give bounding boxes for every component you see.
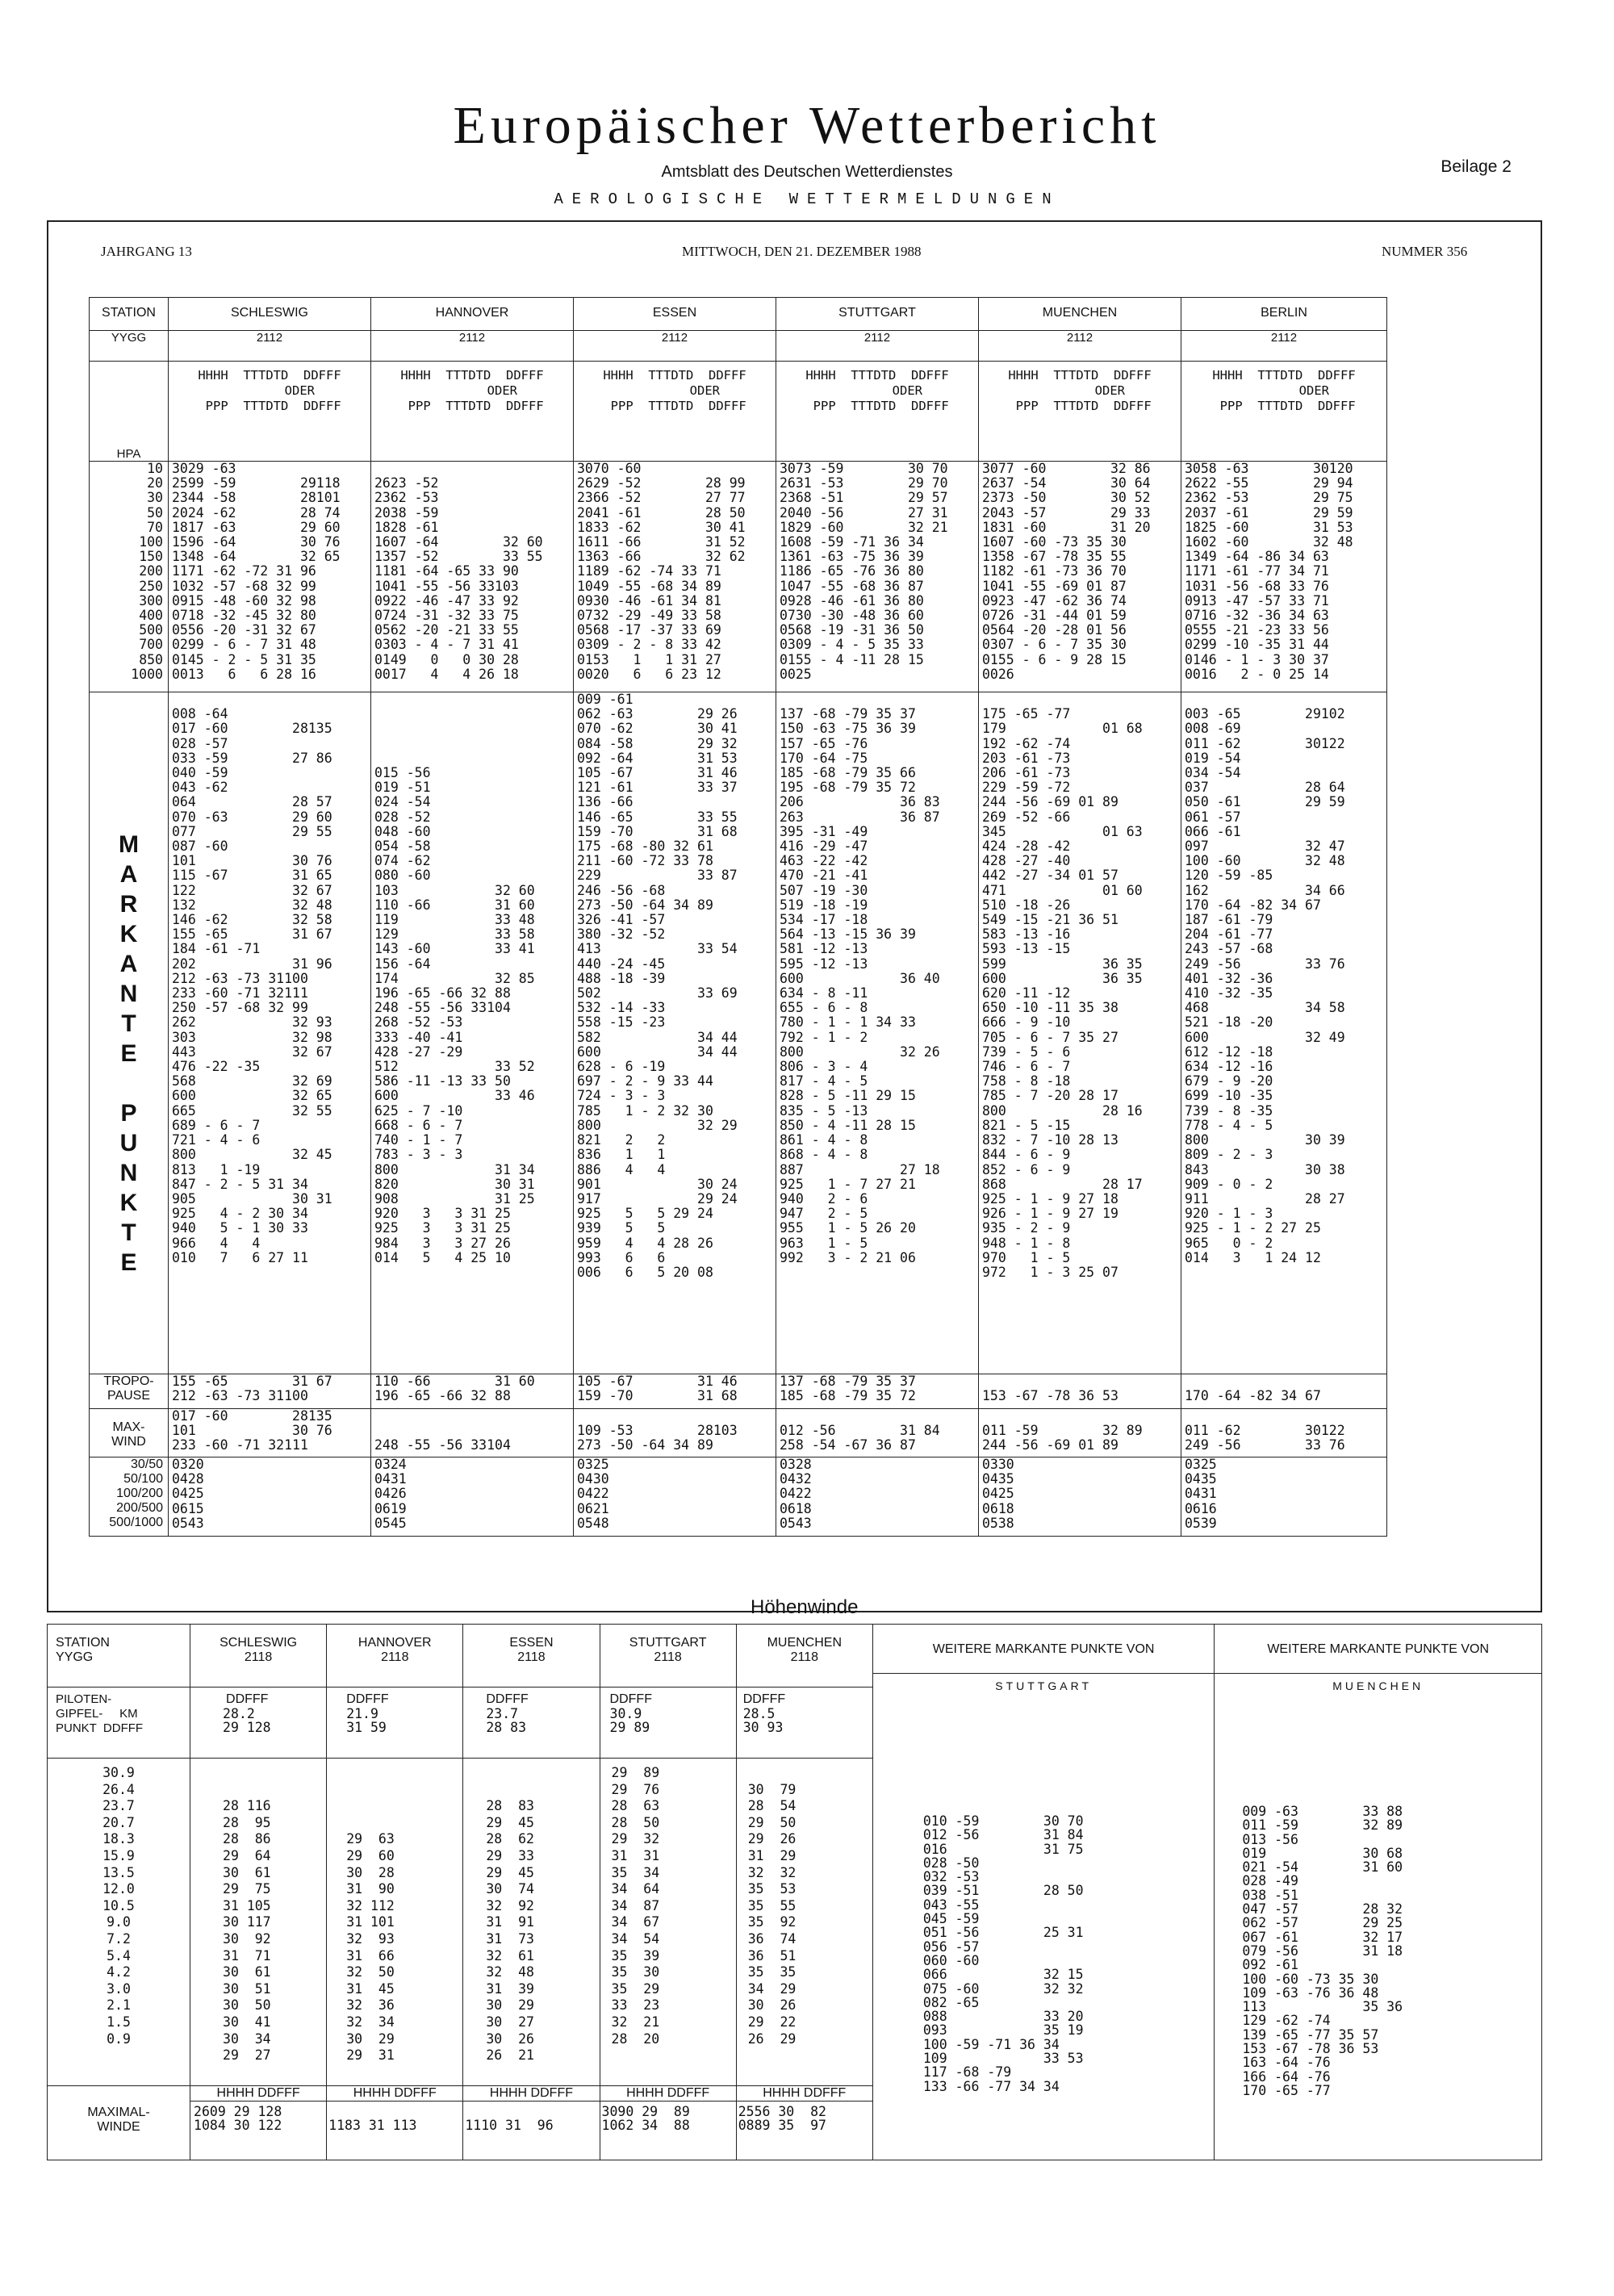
markante-letter: M	[119, 831, 139, 858]
date-label: MITTWOCH, DEN 21. DEZEMBER 1988	[682, 244, 922, 259]
maxwinde-label: MAXIMAL- WINDE	[48, 2086, 190, 2160]
maxwinde-schleswig: HHHH DDFFF 2609 29 128 1084 30 122	[190, 2086, 327, 2160]
gipfel-schleswig: DDFFF 28.2 29 128	[190, 1687, 327, 1759]
tropo-essen: 105 -67 31 46 159 -70 31 68	[574, 1374, 776, 1409]
hw-station-hannover	[327, 1625, 463, 1687]
std-levels-berlin: 3058 -63 30120 2622 -55 29 94 2362 -53 29 75 2037 -61 29 59 1825 -60 31 53 1602 -60 32 48 1349 -64 -86 34 63 1171 -61 -77 34 71 1031 -56 -68 33 76 0913 -47 -57 33 71 0716 -32 -36 34 63 0555 -21 -23 33 56 0299 -10 -35 31 44 0146 - 1 - 3 30 37 0016 2 - 0 25 14	[1181, 462, 1387, 692]
hw-station-label: STATION YYGG	[48, 1625, 190, 1687]
std-levels-essen: 3070 -60 2629 -52 28 99 2366 -52 27 77 2041 -61 28 50 1833 -62 30 41 1611 -66 31 52 1363 -66 32 62 1189 -62 -74 33 71 1049 -55 -68 34 89 0930 -46 -61 34 81 0732 -29 -49 33 58 0568 -17 -37 33 69 0309 - 2 - 8 33 42 0153 1 1 31 27 0020 6 6 23 12	[574, 462, 776, 692]
weitere-punkte-stuttgart	[872, 1625, 1215, 2160]
station-schleswig: SCHLESWIG	[169, 298, 371, 331]
sig-points-muenchen: 175 -65 -77 179 01 68 192 -62 -74 203 -61 -73 206 -61 -73 229 -59 -72 244 -56 -69 01 89 269 -52 -66 345 01 63 424 -28 -42 428 -27 -40 442 -27 -34 01 57 471 01 60 510 -18 -26 549 -15 -21 36 51 583 -13 -16 593 -13 -15 599 36 35 600 36 35 620 -11 -12 650 -10 -11 35 38 666 - 9 -10 705 - 6 - 7 35 27 739 - 5 - 6 746 - 6 - 7 758 - 8 -18 785 - 7 -20 28 17 800 28 16 821 - 5 -15 832 - 7 -10 28 13 844 - 6 - 9 852 - 6 - 9 868 28 17 925 - 1 - 9 27 18 926 - 1 - 9 27 19 935 - 2 - 9 948 - 1 - 8 970 1 - 5 972 1 - 3 25 07	[979, 692, 1181, 1374]
markante-letter: T	[121, 1010, 136, 1037]
page-subtitle: Amtsblatt des Deutschen Wetterdienstes	[661, 163, 953, 181]
hw-station-name: STUTTGART	[629, 1636, 707, 1650]
markante-letter: U	[119, 1130, 138, 1156]
yygg-schleswig: 2112	[169, 331, 371, 362]
hw-station-schleswig	[190, 1625, 327, 1687]
markante-letter: E	[120, 1249, 137, 1276]
sig-points-stuttgart: 137 -68 -79 35 37 150 -63 -75 36 39 157 -65 -76 170 -64 -75 185 -68 -79 35 66 195 -68 -79 35 72 206 36 83 263 36 87 395 -31 -49 416 -29 -47 463 -22 -42 470 -21 -41 507 -19 -30 519 -18 -19 534 -17 -18 564 -13 -15 36 39 581 -12 -13 595 -12 -13 600 36 40 634 - 8 -11 655 - 6 - 8 780 - 1 - 1 34 33 792 - 1 - 2 800 32 26 806 - 3 - 4 817 - 4 - 5 828 - 5 -11 29 15 835 - 5 -13 850 - 4 -11 28 15 861 - 4 - 8 868 - 4 - 8 887 27 18 925 1 - 7 27 21 940 2 - 6 947 2 - 5 955 1 - 5 26 20 963 1 - 5 992 3 - 2 21 06	[776, 692, 979, 1374]
thickness-muenchen: 0330 0435 0425 0618 0538	[979, 1457, 1181, 1537]
tropo-stuttgart: 137 -68 -79 35 37 185 -68 -79 35 72	[776, 1374, 979, 1409]
std-levels-muenchen: 3077 -60 32 86 2637 -54 30 64 2373 -50 30 52 2043 -57 29 33 1831 -60 31 20 1607 -60 -73 35 30 1358 -67 -78 35 55 1182 -61 -73 36 70 1041 -55 -69 01 87 0923 -47 -62 36 74 0726 -31 -44 01 59 0564 -20 -28 01 56 0307 - 6 - 7 35 30 0155 - 6 - 9 28 15 0026	[979, 462, 1181, 692]
markante-letter: T	[121, 1219, 136, 1246]
winds-hannover: 29 63 29 60 30 28 31 90 32 112 31 101 32 93 31 66 32 50 31 45 32 36 32 34 30 29 29 31	[327, 1759, 463, 2086]
maxwinde-hannover: HHHH DDFFF 1183 31 113	[327, 2086, 463, 2160]
tropo-berlin: 170 -64 -82 34 67	[1181, 1374, 1387, 1409]
section-title: AEROLOGISCHE WETTERMELDUNGEN	[554, 190, 1060, 208]
yygg-essen: 2112	[574, 331, 776, 362]
column-header: HHHH TTTDTD DDFFF ODER PPP TTTDTD DDFFF	[776, 362, 979, 462]
supplement-label: Beilage 2	[1440, 157, 1512, 176]
markante-letter: A	[119, 861, 138, 888]
maxwind-schleswig: 017 -60 28135 101 30 76 233 -60 -71 32111	[169, 1409, 371, 1457]
markante-letter: P	[120, 1100, 137, 1127]
hw-station-name: SCHLESWIG	[220, 1636, 298, 1650]
hw-station-yygg: 2118	[244, 1650, 273, 1664]
weitere-title: WEITERE MARKANTE PUNKTE VON	[1267, 1642, 1490, 1656]
page-title: Europäischer Wetterbericht	[453, 96, 1161, 155]
thickness-berlin: 0325 0435 0431 0616 0539	[1181, 1457, 1387, 1537]
column-header: HHHH TTTDTD DDFFF ODER PPP TTTDTD DDFFF	[979, 362, 1181, 462]
maxwind-stuttgart: 012 -56 31 84 258 -54 -67 36 87	[776, 1409, 979, 1457]
weitere-data: 009 -63 33 88 011 -59 32 89 013 -56 019 30 68 021 -54 31 60 028 -49 038 -51 047 -57 28 32 062 -57 29 25 067 -61 32 17 079 -56 31 18 092 -61 100 -60 -73 35 30 109 -63 -76 36 48 113 35 36 129 -62 -74 139 -65 -77 35 57 153 -67 -78 36 53 163 -64 -76 166 -64 -76 170 -65 -77	[1242, 1804, 1403, 2098]
gipfel-essen: DDFFF 23.7 28 83	[463, 1687, 600, 1759]
maxwind-label: MAX- WIND	[90, 1409, 169, 1457]
hw-station-yygg: 2118	[790, 1650, 818, 1664]
maxwinde-essen: HHHH DDFFF 1110 31 96	[463, 2086, 600, 2160]
markante-letter: N	[119, 981, 138, 1007]
hpa-header-cell	[90, 362, 169, 462]
markante-punkte-label	[90, 692, 169, 1374]
std-levels-schleswig: 3029 -63 2599 -59 29118 2344 -58 28101 2024 -62 28 74 1817 -63 29 60 1596 -64 30 76 1348 -64 32 65 1171 -62 -72 31 96 1032 -57 -68 32 99 0915 -48 -60 32 98 0718 -32 -45 32 80 0556 -20 -31 32 67 0299 - 6 - 7 31 48 0145 - 2 - 5 31 35 0013 6 6 28 16	[169, 462, 371, 692]
tropopause-label: TROPO- PAUSE	[90, 1374, 169, 1409]
thickness-essen: 0325 0430 0422 0621 0548	[574, 1457, 776, 1537]
std-levels-hannover: 2623 -52 2362 -53 2038 -59 1828 -61 1607 -64 32 60 1357 -52 33 55 1181 -64 -65 33 90 1041 -55 -56 33103 0922 -46 -47 33 92 0724 -31 -32 33 75 0562 -20 -21 33 55 0303 - 4 - 7 31 41 0149 0 0 30 28 0017 4 4 26 18	[371, 462, 574, 692]
km-levels: 30.9 26.4 23.7 20.7 18.3 15.9 13.5 12.0 10.5 9.0 7.2 5.4 4.2 3.0 2.1 1.5 0.9	[48, 1759, 190, 2086]
hw-station-yygg: 2118	[381, 1650, 409, 1664]
thickness-schleswig: 0320 0428 0425 0615 0543	[169, 1457, 371, 1537]
weitere-station: STUTTGART	[873, 1673, 1215, 1693]
weitere-station: MUENCHEN	[1215, 1673, 1541, 1693]
winds-muenchen: 30 79 28 54 29 50 29 26 31 29 32 32 35 53 35 55 35 92 36 74 36 51 35 35 34 29 30 26 29 22 26 29	[736, 1759, 872, 2086]
hpa-label: HPA	[116, 447, 141, 461]
gipfel-muenchen: DDFFF 28.5 30 93	[736, 1687, 872, 1759]
hw-station-yygg: 2118	[654, 1650, 682, 1664]
markante-letter: E	[120, 1040, 137, 1067]
maxwind-muenchen: 011 -59 32 89 244 -56 -69 01 89	[979, 1409, 1181, 1457]
weitere-punkte-muenchen	[1215, 1625, 1542, 2160]
column-header: HHHH TTTDTD DDFFF ODER PPP TTTDTD DDFFF	[1181, 362, 1387, 462]
volume-label: JAHRGANG 13	[101, 244, 192, 259]
maxwind-berlin: 011 -62 30122 249 -56 33 76	[1181, 1409, 1387, 1457]
gipfel-hannover: DDFFF 21.9 31 59	[327, 1687, 463, 1759]
station-hannover: HANNOVER	[371, 298, 574, 331]
hw-station-yygg: 2118	[517, 1650, 546, 1664]
hw-station-stuttgart	[600, 1625, 736, 1687]
hoehenwinde-title: Höhenwinde	[751, 1596, 859, 1618]
hw-station-name: ESSEN	[509, 1636, 554, 1650]
winds-essen: 28 83 29 45 28 62 29 33 29 45 30 74 32 92 31 91 31 73 32 61 32 48 31 39 30 29 30 27 30 26 26 21	[463, 1759, 600, 2086]
tropo-muenchen: 153 -67 -78 36 53	[979, 1374, 1181, 1409]
yygg-hannover: 2112	[371, 331, 574, 362]
column-header: HHHH TTTDTD DDFFF ODER PPP TTTDTD DDFFF	[574, 362, 776, 462]
maxwind-hannover: 248 -55 -56 33104	[371, 1409, 574, 1457]
thickness-label: 30/50 50/100 100/200 200/500 500/1000	[90, 1457, 169, 1537]
winds-schleswig: 28 116 28 95 28 86 29 64 30 61 29 75 31 105 30 117 30 92 31 71 30 61 30 51 30 50 30 41 30 34 29 27	[190, 1759, 327, 2086]
maxwind-essen: 109 -53 28103 273 -50 -64 34 89	[574, 1409, 776, 1457]
tropo-schleswig: 155 -65 31 67 212 -63 -73 31100	[169, 1374, 371, 1409]
thickness-hannover: 0324 0431 0426 0619 0545	[371, 1457, 574, 1537]
hw-station-muenchen	[736, 1625, 872, 1687]
hpa-levels: 10 20 30 50 70 100 150 200 250 300 400 500 700 850 1000	[90, 462, 169, 692]
hw-station-name: HANNOVER	[358, 1636, 432, 1650]
std-levels-stuttgart: 3073 -59 30 70 2631 -53 29 70 2368 -51 29 57 2040 -56 27 31 1829 -60 32 21 1608 -59 -71 36 34 1361 -63 -75 36 39 1186 -65 -76 36 80 1047 -55 -68 36 87 0928 -46 -61 36 80 0730 -30 -48 36 60 0568 -19 -31 36 50 0309 - 4 - 5 35 33 0155 - 4 -11 28 15 0025	[776, 462, 979, 692]
weitere-title: WEITERE MARKANTE PUNKTE VON	[932, 1642, 1155, 1656]
maxwinde-stuttgart: HHHH DDFFF 3090 29 89 1062 34 88	[600, 2086, 736, 2160]
thickness-stuttgart: 0328 0432 0422 0618 0543	[776, 1457, 979, 1537]
markante-letter: K	[119, 1190, 138, 1216]
tropo-hannover: 110 -66 31 60 196 -65 -66 32 88	[371, 1374, 574, 1409]
station-berlin: BERLIN	[1181, 298, 1387, 331]
sig-points-berlin: 003 -65 29102 008 -69 011 -62 30122 019 -54 034 -54 037 28 64 050 -61 29 59 061 -57 066 -61 097 32 47 100 -60 32 48 120 -59 -85 162 34 66 170 -64 -82 34 67 187 -61 -79 204 -61 -77 243 -57 -68 249 -56 33 76 401 -32 -36 410 -32 -35 468 34 58 521 -18 -20 600 32 49 612 -12 -18 634 -12 -16 679 - 9 -20 699 -10 -35 739 - 8 -35 778 - 4 - 5 800 30 39 809 - 2 - 3 843 30 38 909 - 0 - 2 911 28 27 920 - 1 - 3 925 - 1 - 2 27 25 965 0 - 2 014 3 1 24 12	[1181, 692, 1387, 1374]
yygg-header: YYGG	[90, 331, 169, 362]
column-header: HHHH TTTDTD DDFFF ODER PPP TTTDTD DDFFF	[371, 362, 574, 462]
yygg-muenchen: 2112	[979, 331, 1181, 362]
markante-letter	[90, 1069, 168, 1098]
column-header: HHHH TTTDTD DDFFF ODER PPP TTTDTD DDFFF	[169, 362, 371, 462]
issue-number: NUMMER 356	[1382, 244, 1468, 259]
markante-letter: A	[119, 951, 138, 977]
station-header: STATION	[90, 298, 169, 331]
station-essen: ESSEN	[574, 298, 776, 331]
yygg-stuttgart: 2112	[776, 331, 979, 362]
gipfel-label: PILOTEN- GIPFEL- KM PUNKT DDFFF	[48, 1687, 190, 1759]
sig-points-hannover: 015 -56 019 -51 024 -54 028 -52 048 -60 054 -58 074 -62 080 -60 103 32 60 110 -66 31 60 119 33 48 129 33 58 143 -60 33 41 156 -64 174 32 85 196 -65 -66 32 88 248 -55 -56 33104 268 -52 -53 333 -40 -41 428 -27 -29 512 33 52 586 -11 -13 33 50 600 33 46 625 - 7 -10 668 - 6 - 7 740 - 1 - 7 783 - 3 - 3 800 31 34 820 30 31 908 31 25 920 3 3 31 25 925 3 3 31 25 984 3 3 27 26 014 5 4 25 10	[371, 692, 574, 1374]
station-stuttgart: STUTTGART	[776, 298, 979, 331]
hw-station-essen	[463, 1625, 600, 1687]
markante-letter: N	[119, 1160, 138, 1186]
sig-points-essen: 009 -61 062 -63 29 26 070 -62 30 41 084 -58 29 32 092 -64 31 53 105 -67 31 46 121 -61 33 37 136 -66 146 -65 33 55 159 -70 31 68 175 -68 -80 32 61 211 -60 -72 33 78 229 33 87 246 -56 -68 273 -50 -64 34 89 326 -41 -57 380 -32 -52 413 33 54 440 -24 -45 488 -18 -39 502 33 69 532 -14 -33 558 -15 -23 582 34 44 600 34 44 628 - 6 -19 697 - 2 - 9 33 44 724 - 3 - 3 785 1 - 2 32 30 800 32 29 821 2 2 836 1 1 886 4 4 901 30 24 917 29 24 925 5 5 29 24 939 5 5 959 4 4 28 26 993 6 6 006 6 5 20 08	[574, 692, 776, 1374]
markante-letter: K	[119, 921, 138, 947]
markante-letter: R	[119, 891, 138, 918]
hoehenwinde-table	[47, 1624, 1542, 2160]
winds-stuttgart: 29 89 29 76 28 63 28 50 29 32 31 31 35 34 34 64 34 87 34 67 34 54 35 39 35 30 35 29 33 23 32 21 28 20	[600, 1759, 736, 2086]
gipfel-stuttgart: DDFFF 30.9 29 89	[600, 1687, 736, 1759]
weitere-data: 010 -59 30 70 012 -56 31 84 016 31 75 028 -50 032 -53 039 -51 28 50 043 -55 045 -59 051 -56 25 31 056 -57 060 -60 066 32 15 075 -60 32 32 082 -65 088 33 20 093 35 19 100 -59 -71 36 34 109 33 53 117 -68 -79 133 -66 -77 34 34	[922, 1813, 1084, 2094]
maxwinde-muenchen: HHHH DDFFF 2556 30 82 0889 35 97	[736, 2086, 872, 2160]
soundings-table	[89, 297, 1387, 1537]
yygg-berlin: 2112	[1181, 331, 1387, 362]
sig-points-schleswig: 008 -64 017 -60 28135 028 -57 033 -59 27 86 040 -59 043 -62 064 28 57 070 -63 29 60 077 29 55 087 -60 101 30 76 115 -67 31 65 122 32 67 132 32 48 146 -62 32 58 155 -65 31 67 184 -61 -71 202 31 96 212 -63 -73 31100 233 -60 -71 32111 250 -57 -68 32 99 262 32 93 303 32 98 443 32 67 476 -22 -35 568 32 69 600 32 65 665 32 55 689 - 6 - 7 721 - 4 - 6 800 32 45 813 1 -19 847 - 2 - 5 31 34 905 30 31 925 4 - 2 30 34 940 5 - 1 30 33 966 4 4 010 7 6 27 11	[169, 692, 371, 1374]
hw-station-name: MUENCHEN	[767, 1636, 843, 1650]
station-muenchen: MUENCHEN	[979, 298, 1181, 331]
